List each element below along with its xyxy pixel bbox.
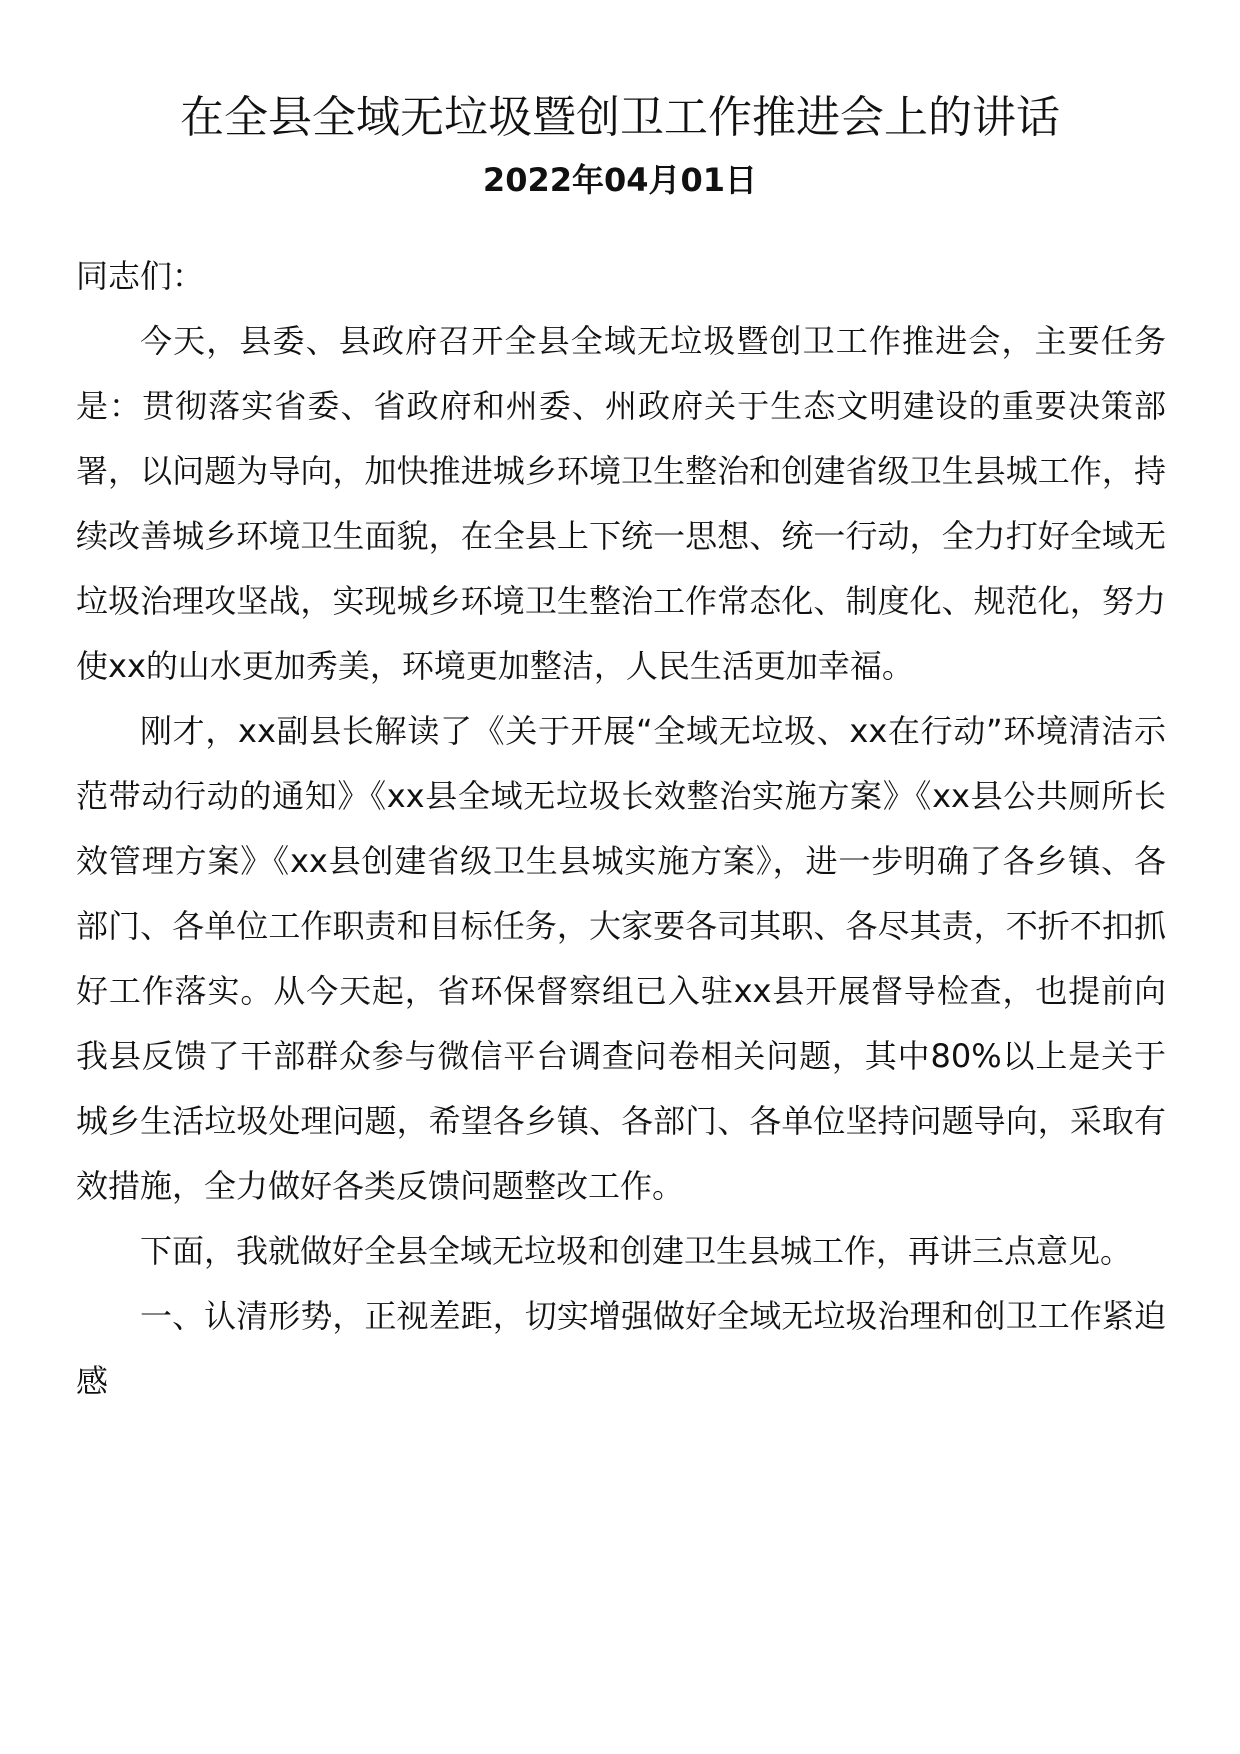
document-date: 2022年04月01日 [482,161,758,199]
paragraph-transition: 下面，我就做好全县全域无垃圾和创建卫生县城工作，再讲三点意见。 [140,1232,1133,1270]
paragraph-opening: 今天，县委、县政府召开全县全域无垃圾暨创卫工作推进会，主要任务是：贯彻落实省委、省政府和州委、州政府关于生态文明建设的重要决策部署，以问题为导向，加快推进城乡环境卫生整治和创建省级卫生县城工作，持续改善城乡环境卫生面貌，在全县上下统一思想、统一行动，全力打好全域无垃圾治理攻坚战，实现城乡环境卫生整治工作常态化、制度化、规范化，努力使xx的山水更加秀美，环境更加整洁，人民生活更加幸福。 [76,322,1166,685]
document-body [76,244,1166,1414]
salutation: 同志们： [76,257,205,295]
document-title: 在全县全域无垃圾暨创卫工作推进会上的讲话 [180,92,1060,143]
section-heading-one: 一、认清形势，正视差距，切实增强做好全域无垃圾治理和创卫工作紧迫感 [76,1297,1166,1400]
paragraph-review: 刚才，xx副县长解读了《关于开展“全域无垃圾、xx在行动”环境清洁示范带动行动的通知》《xx县全域无垃圾长效整治实施方案》《xx县公共厕所长效管理方案》《xx县创建省级卫生县城实施方案》，进一步明确了各乡镇、各部门、各单位工作职责和目标任务，大家要各司其职、各尽其责，不折不扣抓好工作落实。从今天起，省环保督察组已入驻xx县开展督导检查，也提前向我县反馈了干部群众参与微信平台调查问卷相关问题，其中80%以上是关于城乡生活垃圾处理问题，希望各乡镇、各部门、各单位坚持问题导向，采取有效措施，全力做好各类反馈问题整改工作。 [76,712,1166,1205]
